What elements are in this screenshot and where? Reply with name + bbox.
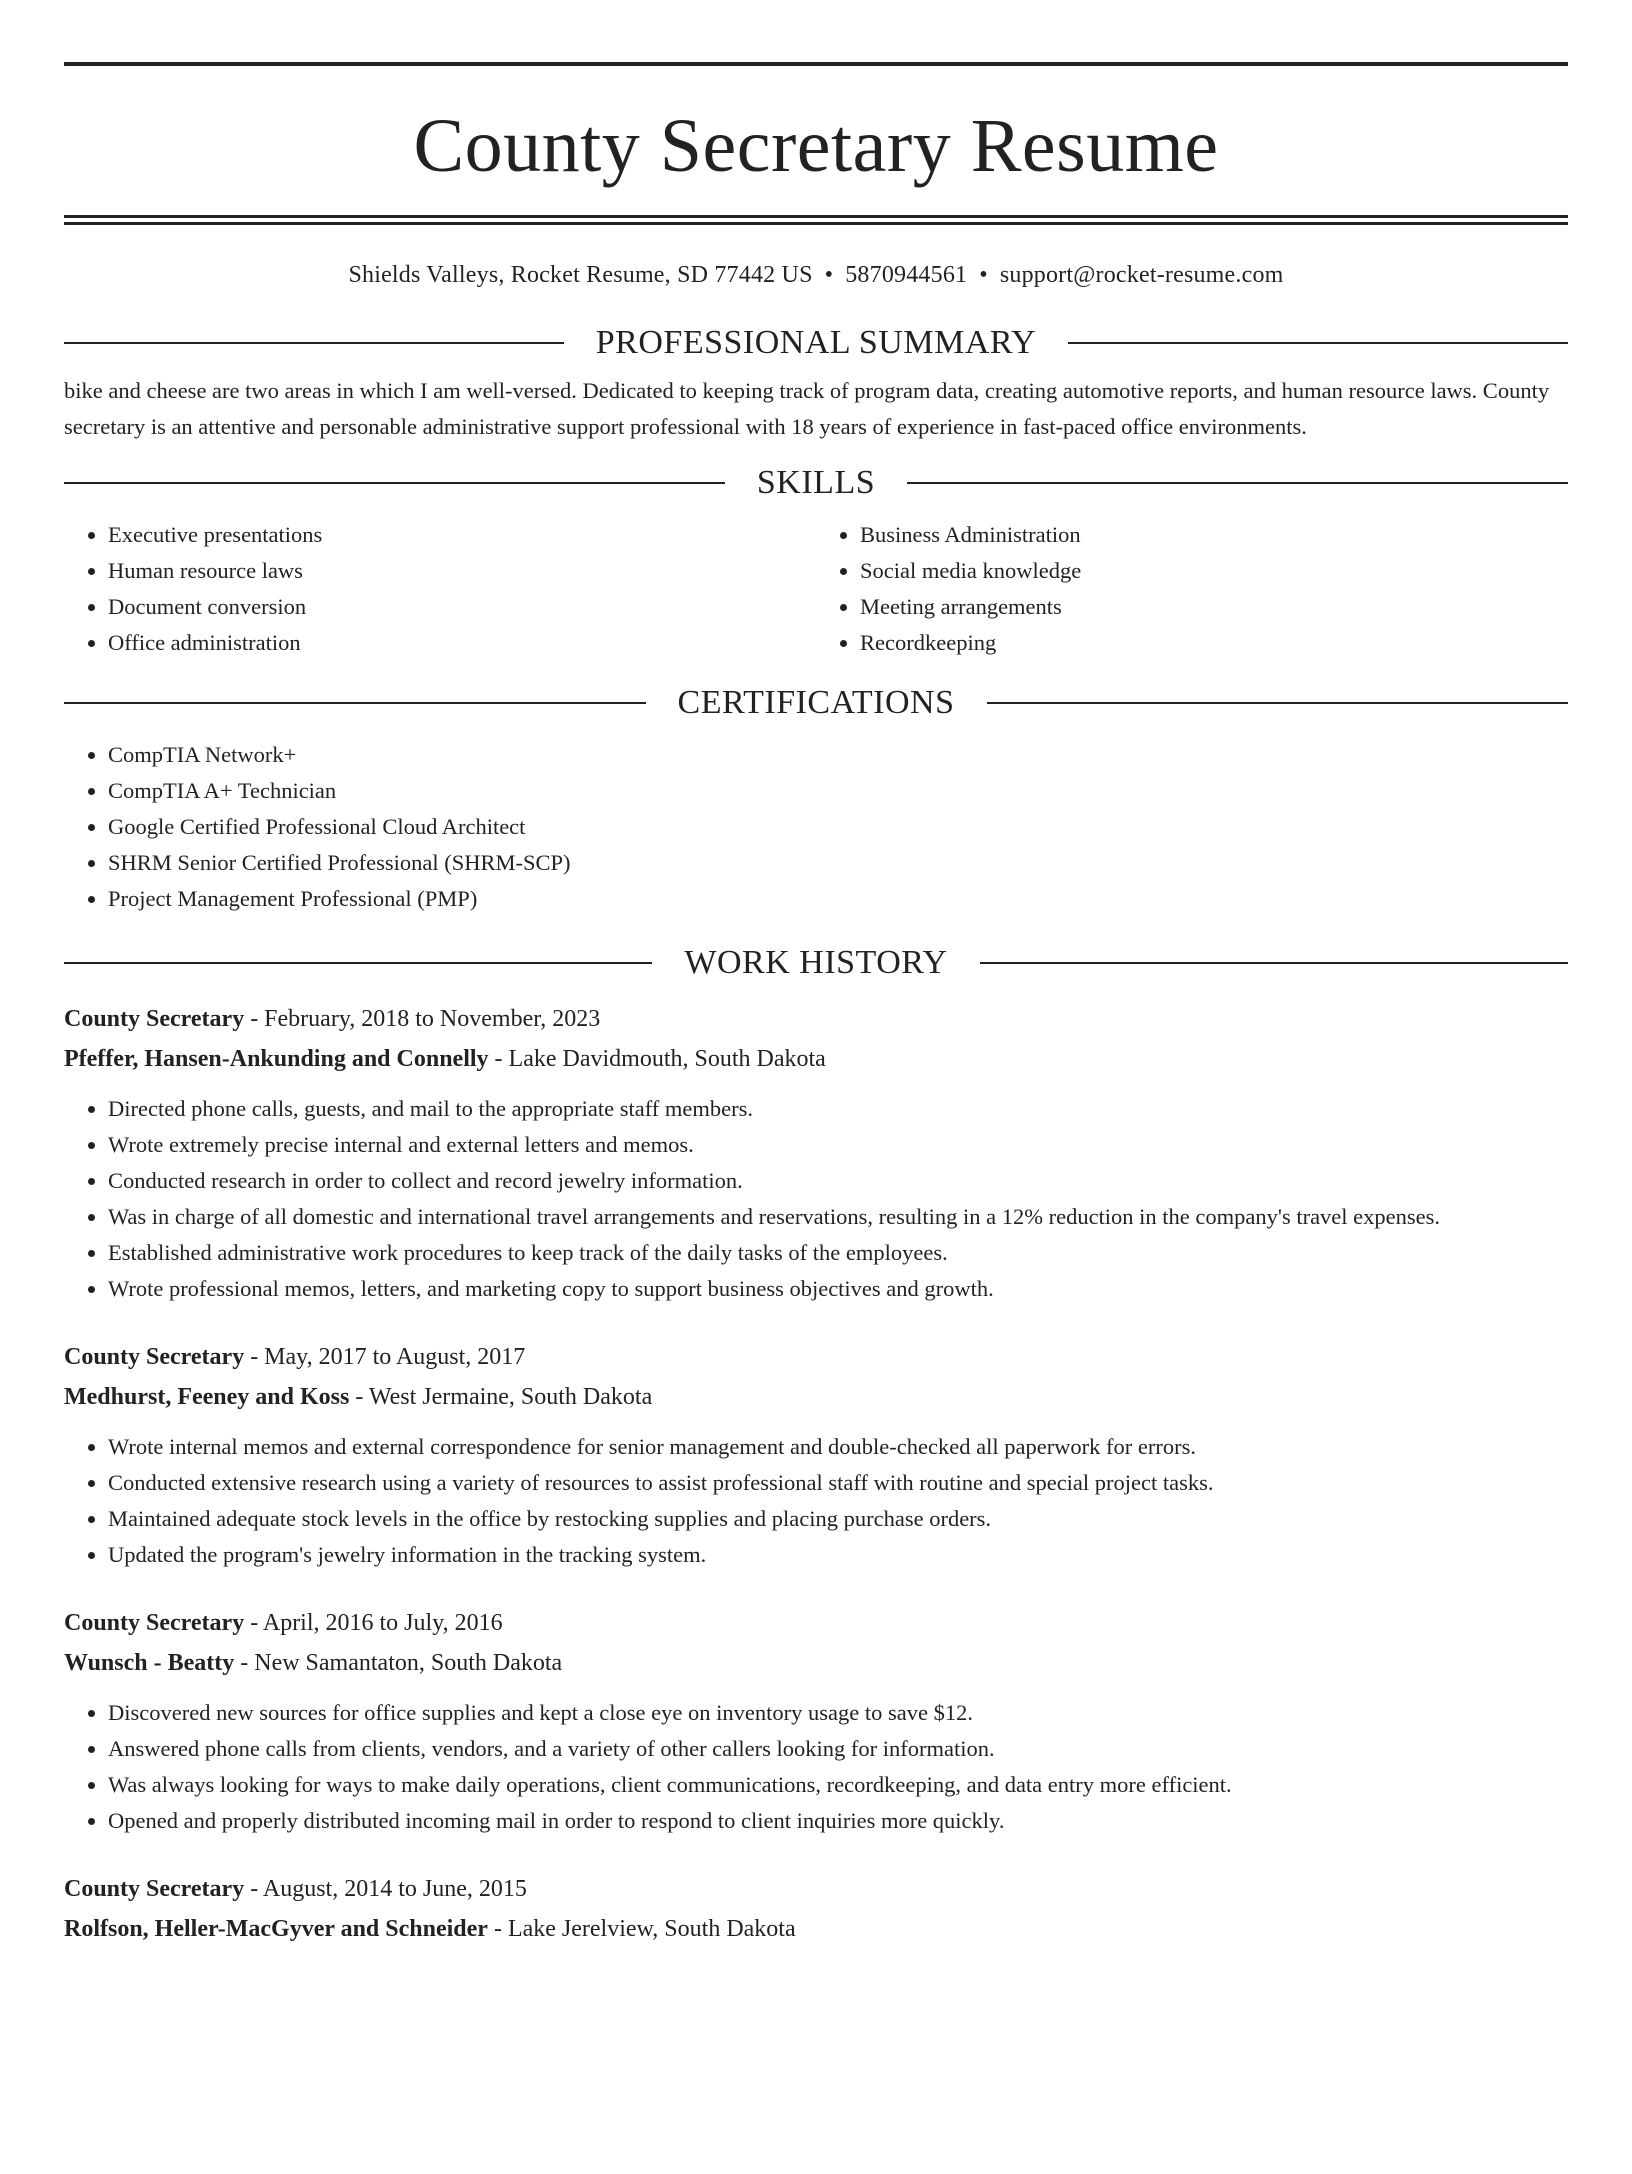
section-heading-work-history bbox=[64, 943, 1568, 983]
contact-address: Shields Valleys, Rocket Resume, SD 77442 US bbox=[348, 262, 813, 288]
job-entry bbox=[64, 1869, 1568, 1949]
list-item: • Directed phone calls, guests, and mail to the appropriate staff members. bbox=[108, 1091, 1568, 1127]
job-entry bbox=[64, 999, 1568, 1307]
skills-list-right bbox=[816, 517, 1568, 661]
section-title: CERTIFICATIONS bbox=[677, 684, 955, 721]
section-title: PROFESSIONAL SUMMARY bbox=[595, 324, 1037, 361]
page-title: County Secretary Resume bbox=[413, 104, 1219, 188]
divider-line bbox=[64, 482, 725, 484]
divider-line bbox=[64, 342, 564, 344]
list-item: • Social media knowledge bbox=[860, 553, 1568, 589]
contact-phone: 5870944561 bbox=[845, 262, 968, 288]
job-title-line bbox=[64, 1337, 1568, 1377]
list-item: • Wrote internal memos and external correspondence for senior management and double-checked all paperwork for errors. bbox=[108, 1429, 1568, 1465]
list-item: • Discovered new sources for office supplies and kept a close eye on inventory usage to save $12. bbox=[108, 1695, 1568, 1731]
list-item: • Recordkeeping bbox=[860, 625, 1568, 661]
resume-page bbox=[0, 62, 1632, 2174]
job-company: Rolfson, Heller-MacGyver and Schneider bbox=[64, 1916, 488, 1942]
job-company-line bbox=[64, 1377, 1568, 1417]
list-item: • Human resource laws bbox=[108, 553, 816, 589]
job-bullets bbox=[64, 1695, 1568, 1839]
job-role: County Secretary bbox=[64, 1006, 245, 1032]
list-item: • Established administrative work procedures to keep track of the daily tasks of the employees. bbox=[108, 1235, 1568, 1271]
certifications-list bbox=[64, 737, 1568, 917]
job-location: - West Jermaine, South Dakota bbox=[349, 1384, 653, 1410]
list-item: • Opened and properly distributed incoming mail in order to respond to client inquiries more quickly. bbox=[108, 1803, 1568, 1839]
job-location: - New Samantaton, South Dakota bbox=[234, 1650, 563, 1676]
list-item: • Wrote extremely precise internal and external letters and memos. bbox=[108, 1127, 1568, 1163]
job-dates: - May, 2017 to August, 2017 bbox=[244, 1344, 526, 1370]
skills-grid bbox=[64, 517, 1568, 661]
divider-line bbox=[987, 702, 1569, 704]
list-item: • Executive presentations bbox=[108, 517, 816, 553]
section-title: SKILLS bbox=[756, 464, 876, 501]
list-item: • CompTIA A+ Technician bbox=[108, 773, 1568, 809]
list-item: • Conducted research in order to collect and record jewelry information. bbox=[108, 1163, 1568, 1199]
job-title-line bbox=[64, 1869, 1568, 1909]
skills-list-left bbox=[64, 517, 816, 661]
list-item: • Meeting arrangements bbox=[860, 589, 1568, 625]
summary-text: bike and cheese are two areas in which I am well-versed. Dedicated to keeping track of program data, creating automotive reports, and human resource laws. County secretary is an attentive and personable administrative support professional with 18 years of experience in fast-paced office environments. bbox=[64, 378, 1550, 439]
section-heading-skills bbox=[64, 463, 1568, 503]
contact-separator: • bbox=[824, 262, 834, 288]
list-item: • Was always looking for ways to make daily operations, client communications, recordkeeping, and data entry more efficient. bbox=[108, 1767, 1568, 1803]
list-item: • SHRM Senior Certified Professional (SHRM-SCP) bbox=[108, 845, 1568, 881]
job-role: County Secretary bbox=[64, 1876, 245, 1902]
list-item: • Wrote professional memos, letters, and marketing copy to support business objectives and growth. bbox=[108, 1271, 1568, 1307]
list-item: • CompTIA Network+ bbox=[108, 737, 1568, 773]
list-item: • Was in charge of all domestic and international travel arrangements and reservations, resulting in a 12% reduction in the company's travel expenses. bbox=[108, 1199, 1568, 1235]
job-title-line bbox=[64, 999, 1568, 1039]
divider-line bbox=[64, 962, 652, 964]
list-item: • Maintained adequate stock levels in the office by restocking supplies and placing purchase orders. bbox=[108, 1501, 1568, 1537]
list-item: • Updated the program's jewelry information in the tracking system. bbox=[108, 1537, 1568, 1573]
list-item: • Document conversion bbox=[108, 589, 816, 625]
list-item: • Google Certified Professional Cloud Architect bbox=[108, 809, 1568, 845]
job-company: Wunsch - Beatty bbox=[64, 1650, 235, 1676]
top-rule bbox=[64, 62, 1568, 66]
divider-line bbox=[1068, 342, 1568, 344]
job-bullets bbox=[64, 1091, 1568, 1307]
divider-line bbox=[64, 702, 646, 704]
list-item: • Conducted extensive research using a variety of resources to assist professional staff with routine and special project tasks. bbox=[108, 1465, 1568, 1501]
job-role: County Secretary bbox=[64, 1344, 245, 1370]
job-title-line bbox=[64, 1603, 1568, 1643]
job-company-line bbox=[64, 1643, 1568, 1683]
job-company-line bbox=[64, 1909, 1568, 1949]
job-entry bbox=[64, 1337, 1568, 1573]
section-heading-summary bbox=[64, 323, 1568, 363]
job-entry bbox=[64, 1603, 1568, 1839]
job-company: Pfeffer, Hansen-Ankunding and Connelly bbox=[64, 1046, 489, 1072]
section-title: WORK HISTORY bbox=[684, 944, 948, 981]
job-company-line bbox=[64, 1039, 1568, 1079]
job-dates: - April, 2016 to July, 2016 bbox=[244, 1610, 503, 1636]
list-item: • Office administration bbox=[108, 625, 816, 661]
list-item: • Business Administration bbox=[860, 517, 1568, 553]
work-history bbox=[64, 999, 1568, 1949]
contact-line bbox=[64, 261, 1568, 289]
job-bullets bbox=[64, 1429, 1568, 1573]
title-double-rule bbox=[64, 215, 1568, 225]
divider-line bbox=[907, 482, 1568, 484]
job-dates: - August, 2014 to June, 2015 bbox=[244, 1876, 527, 1902]
list-item: • Project Management Professional (PMP) bbox=[108, 881, 1568, 917]
job-company: Medhurst, Feeney and Koss bbox=[64, 1384, 350, 1410]
contact-separator: • bbox=[979, 262, 988, 288]
job-dates: - February, 2018 to November, 2023 bbox=[244, 1006, 601, 1032]
contact-email: support@rocket-resume.com bbox=[999, 262, 1284, 288]
divider-line bbox=[980, 962, 1568, 964]
section-heading-certifications bbox=[64, 683, 1568, 723]
job-role: County Secretary bbox=[64, 1610, 245, 1636]
job-location: - Lake Davidmouth, South Dakota bbox=[488, 1046, 826, 1072]
list-item: • Answered phone calls from clients, vendors, and a variety of other callers looking for information. bbox=[108, 1731, 1568, 1767]
job-location: - Lake Jerelview, South Dakota bbox=[487, 1916, 796, 1942]
